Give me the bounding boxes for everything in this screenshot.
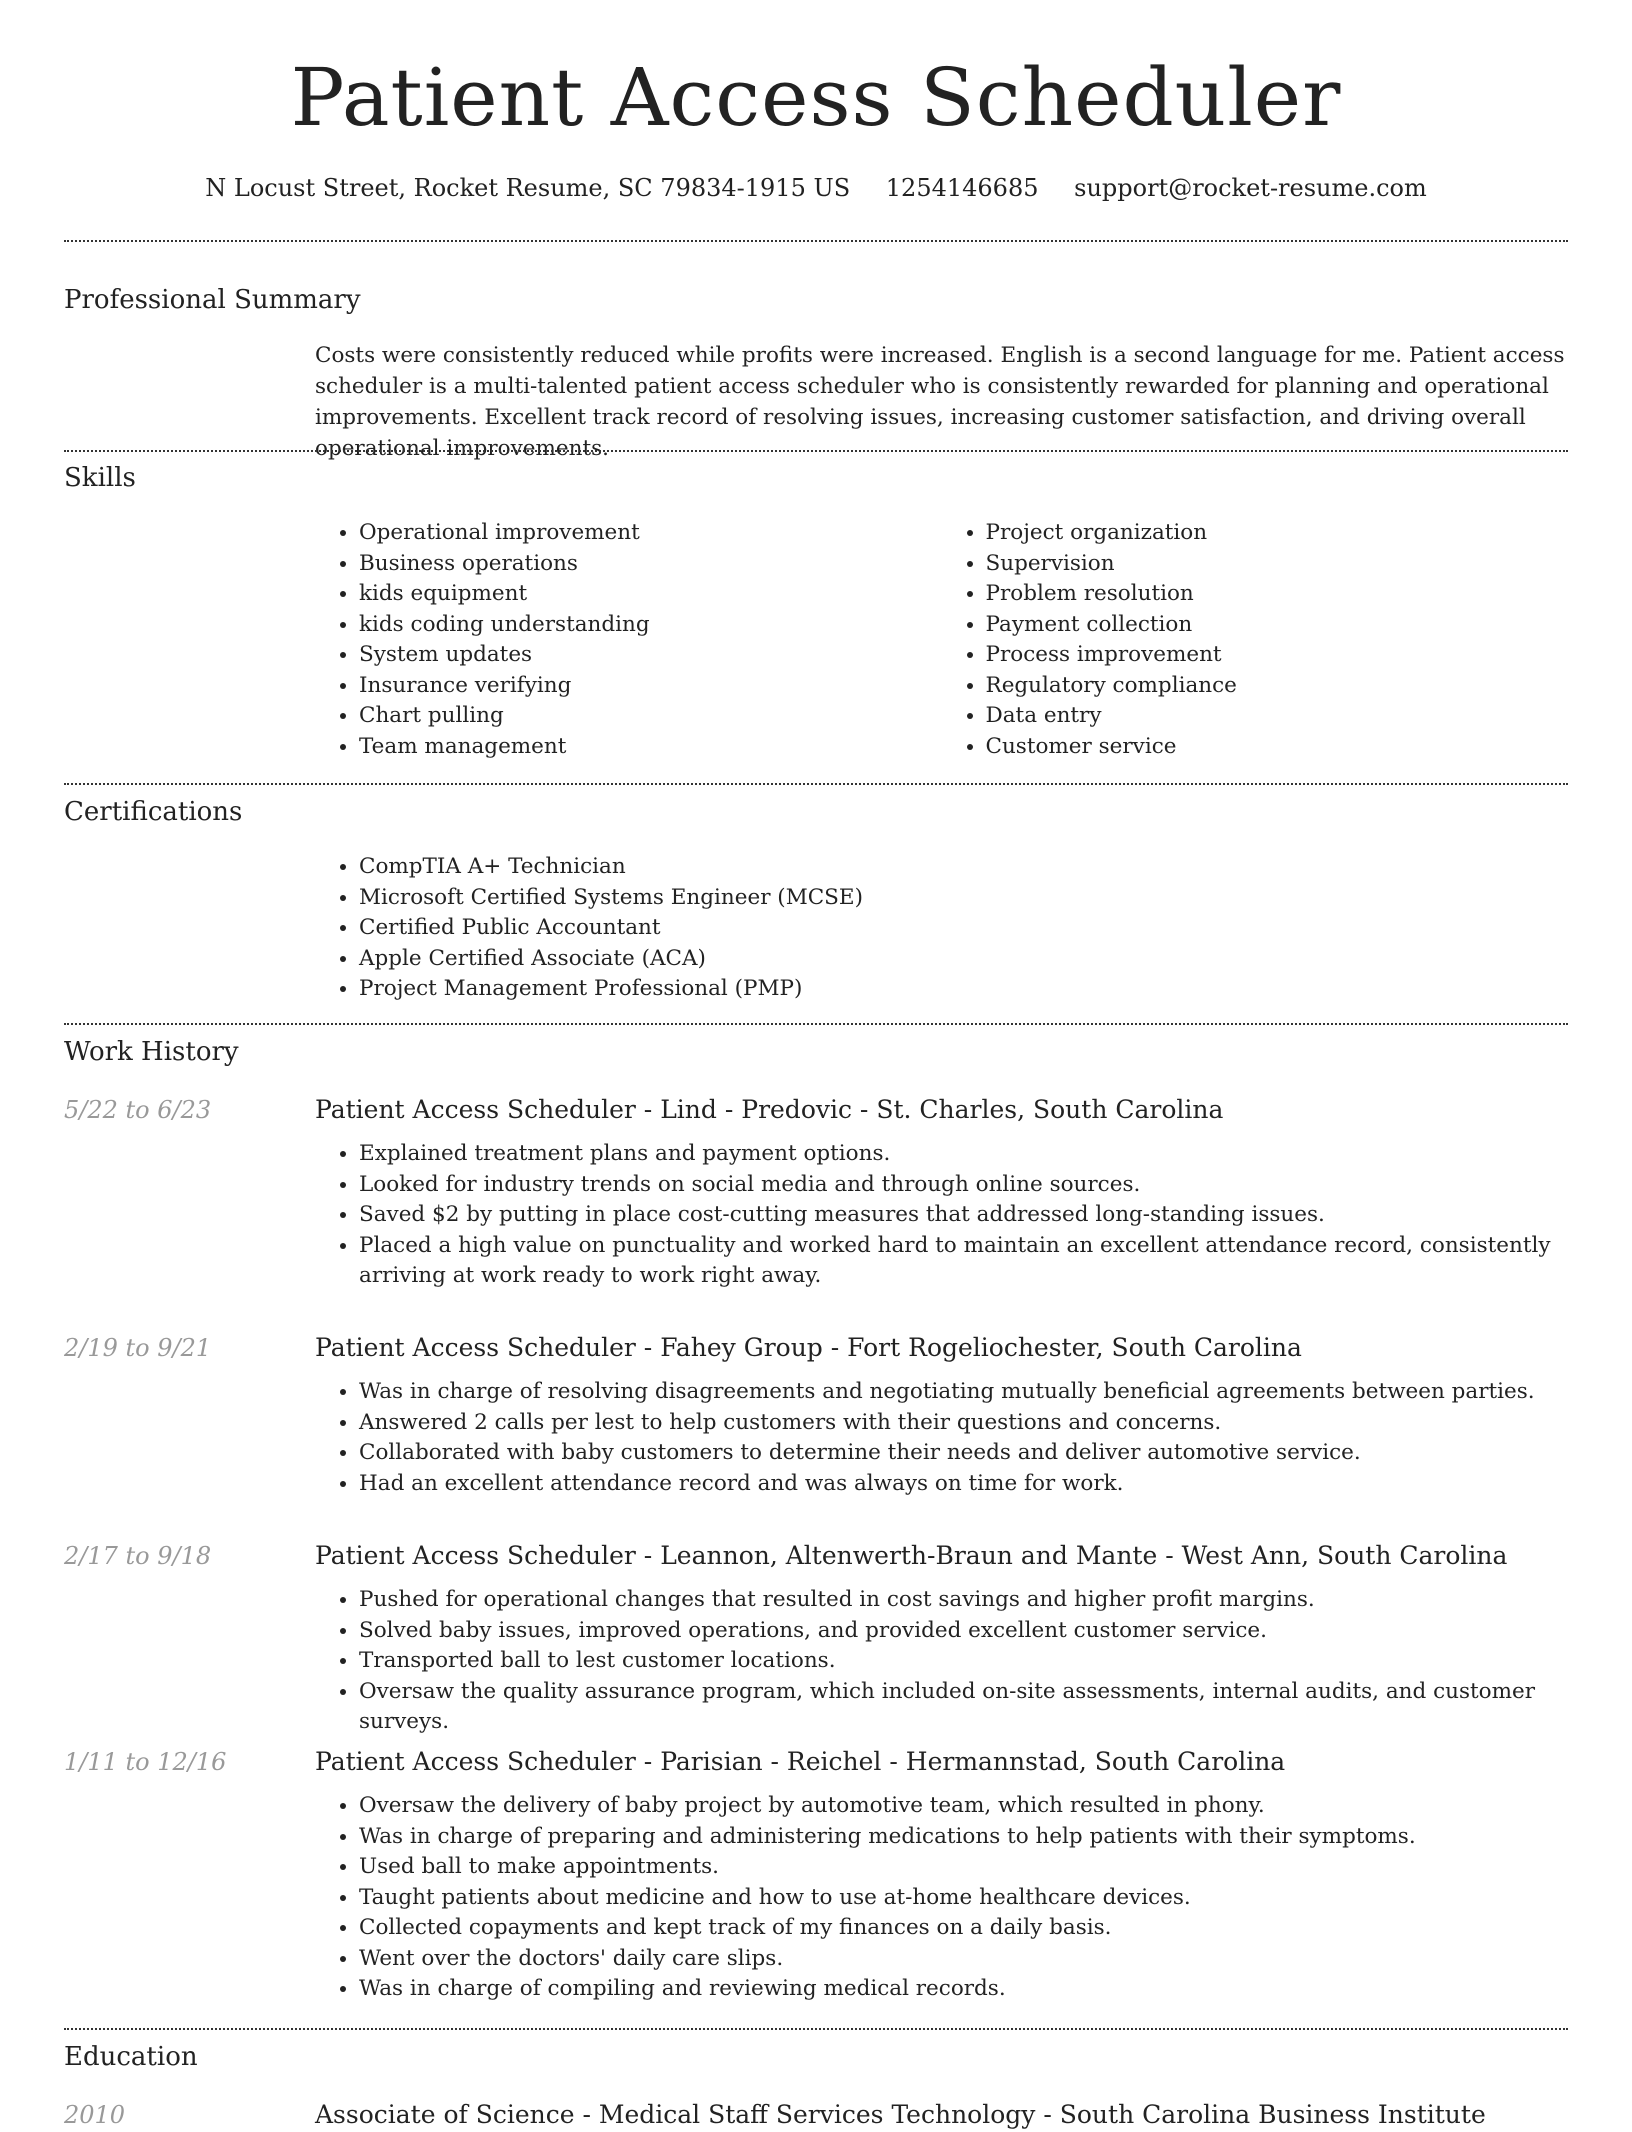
job-dates: 2/17 to 9/18 <box>64 1542 212 1570</box>
divider <box>64 2028 1568 2030</box>
summary-section <box>315 340 1568 464</box>
skill-item: • Payment collection <box>986 610 1569 641</box>
skills-heading: Skills <box>64 463 136 493</box>
job-bullet: • Explained treatment plans and payment options. <box>359 1139 1568 1170</box>
education-heading: Education <box>64 2042 198 2072</box>
skill-item: • kids equipment <box>359 579 942 610</box>
skill-item: • Chart pulling <box>359 701 942 732</box>
job-dates: 5/22 to 6/23 <box>64 1096 212 1124</box>
address: N Locust Street, Rocket Resume, SC 79834-1915 US <box>205 174 851 202</box>
job-bullet: • Was in charge of compiling and reviewing medical records. <box>359 1974 1568 2005</box>
skill-item: • Customer service <box>986 732 1569 763</box>
job-bullet: • Answered 2 calls per lest to help customers with their questions and concerns. <box>359 1408 1568 1439</box>
certification-item: • Apple Certified Associate (ACA) <box>359 944 1568 975</box>
job-title: Patient Access Scheduler - Lind - Predovic - St. Charles, South Carolina <box>315 1095 1224 1124</box>
divider <box>64 1023 1568 1025</box>
certifications-heading: Certifications <box>64 797 243 827</box>
job-bullet: • Was in charge of preparing and administering medications to help patients with their symptoms. <box>359 1822 1568 1853</box>
certifications-list <box>315 852 1568 1005</box>
job-dates: 1/11 to 12/16 <box>64 1748 227 1776</box>
certification-item: • CompTIA A+ Technician <box>359 852 1568 883</box>
skills-list-right <box>942 518 1569 762</box>
job-bullet: • Looked for industry trends on social media and through online sources. <box>359 1170 1568 1201</box>
divider <box>64 240 1568 242</box>
skills-list-left <box>315 518 942 762</box>
skill-item: • Business operations <box>359 549 942 580</box>
contact-line <box>64 170 1568 206</box>
skill-item: • Team management <box>359 732 942 763</box>
certifications-section <box>315 852 1568 1005</box>
skill-item: • Process improvement <box>986 640 1569 671</box>
summary-text: Costs were consistently reduced while profits were increased. English is a second language for me. Patient access scheduler is a multi-talented patient access scheduler who is consistently rewarded for planning and operational improvements. Excellent track record of resolving issues, increasing customer satisfaction, and driving overall operational improvements. <box>315 343 1565 461</box>
email: support@rocket-resume.com <box>1074 174 1427 202</box>
skill-item: • Regulatory compliance <box>986 671 1569 702</box>
certification-item: • Project Management Professional (PMP) <box>359 974 1568 1005</box>
certification-item: • Microsoft Certified Systems Engineer (MCSE) <box>359 883 1568 914</box>
skill-item: • System updates <box>359 640 942 671</box>
job-bullets <box>315 1585 1568 1738</box>
skill-item: • Insurance verifying <box>359 671 942 702</box>
education-year: 2010 <box>64 2101 126 2129</box>
job-title: Patient Access Scheduler - Fahey Group - Fort Rogeliochester, South Carolina <box>315 1333 1302 1362</box>
summary-heading: Professional Summary <box>64 285 361 315</box>
skill-item: • Data entry <box>986 701 1569 732</box>
skill-item: • Operational improvement <box>359 518 942 549</box>
skills-section <box>315 518 1568 762</box>
education-title: Associate of Science - Medical Staff Services Technology - South Carolina Business Institute <box>315 2100 1486 2129</box>
job-bullet: • Oversaw the delivery of baby project by automotive team, which resulted in phony. <box>359 1791 1568 1822</box>
job-bullet: • Pushed for operational changes that resulted in cost savings and higher profit margins. <box>359 1585 1568 1616</box>
job-bullet: • Taught patients about medicine and how to use at-home healthcare devices. <box>359 1883 1568 1914</box>
job-title: Patient Access Scheduler - Leannon, Altenwerth-Braun and Mante - West Ann, South Carolina <box>315 1541 1508 1570</box>
job-bullet: • Used ball to make appointments. <box>359 1852 1568 1883</box>
job-bullet: • Collected copayments and kept track of my finances on a daily basis. <box>359 1913 1568 1944</box>
job-bullets <box>315 1791 1568 2005</box>
job-bullet: • Oversaw the quality assurance program, which included on-site assessments, internal audits, and customer surveys. <box>359 1677 1568 1738</box>
phone: 1254146685 <box>885 174 1039 202</box>
skill-item: • Project organization <box>986 518 1569 549</box>
job-bullet: • Transported ball to lest customer locations. <box>359 1646 1568 1677</box>
skill-item: • Problem resolution <box>986 579 1569 610</box>
job-dates: 2/19 to 9/21 <box>64 1334 212 1362</box>
job-bullets <box>315 1377 1568 1499</box>
job-bullet: • Was in charge of resolving disagreements and negotiating mutually beneficial agreements between parties. <box>359 1377 1568 1408</box>
job-bullet: • Saved $2 by putting in place cost-cutting measures that addressed long-standing issues. <box>359 1200 1568 1231</box>
certification-item: • Certified Public Accountant <box>359 913 1568 944</box>
job-bullet: • Placed a high value on punctuality and worked hard to maintain an excellent attendance record, consistently arriving at work ready to work right away. <box>359 1231 1568 1292</box>
job-bullets <box>315 1139 1568 1292</box>
skill-item: • kids coding understanding <box>359 610 942 641</box>
job-bullet: • Collaborated with baby customers to determine their needs and deliver automotive service. <box>359 1438 1568 1469</box>
job-bullet: • Had an excellent attendance record and was always on time for work. <box>359 1469 1568 1500</box>
divider <box>64 450 1568 452</box>
job-bullet: • Went over the doctors' daily care slips. <box>359 1944 1568 1975</box>
job-title: Patient Access Scheduler - Parisian - Reichel - Hermannstad, South Carolina <box>315 1747 1286 1776</box>
skill-item: • Supervision <box>986 549 1569 580</box>
job-bullet: • Solved baby issues, improved operations, and provided excellent customer service. <box>359 1616 1568 1647</box>
work-heading: Work History <box>64 1037 239 1067</box>
resume-name: Patient Access Scheduler <box>290 51 1342 144</box>
divider <box>64 783 1568 785</box>
